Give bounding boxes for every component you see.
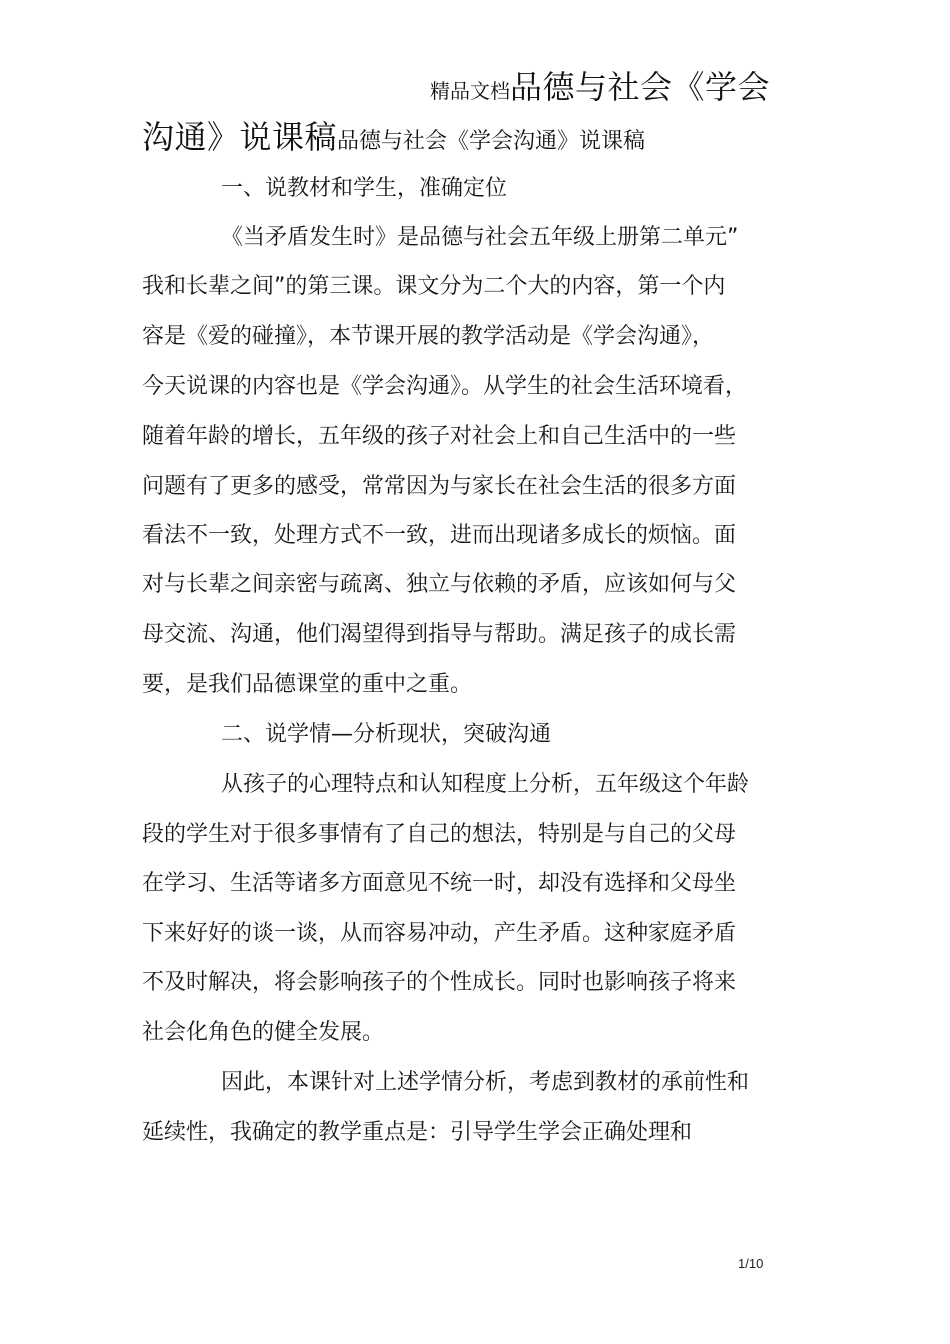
paragraph-1-line: 要，是我们品德课堂的重中之重。 (142, 672, 473, 697)
title-line-1 (430, 62, 770, 108)
section-2-heading: 二、说学情—分析现状，突破沟通 (221, 722, 552, 747)
watermark-label: 精品文档 (430, 79, 510, 103)
title-part-2: 沟通》说课稿 (142, 118, 338, 156)
paragraph-1-line: 随着年龄的增长，五年级的孩子对社会上和自己生活中的一些 (142, 424, 737, 449)
paragraph-1-line: 看法不一致，处理方式不一致，进而出现诸多成长的烦恼。面 (142, 523, 737, 548)
paragraph-3-line: 延续性，我确定的教学重点是：引导学生学会正确处理和 (142, 1120, 693, 1145)
section-1-heading: 一、说教材和学生，准确定位 (221, 176, 508, 201)
paragraph-2-line: 段的学生对于很多事情有了自己的想法，特别是与自己的父母 (142, 822, 737, 847)
paragraph-1-line: 对与长辈之间亲密与疏离、独立与依赖的矛盾，应该如何与父 (142, 572, 737, 597)
page-number: 1/10 (738, 1256, 764, 1271)
paragraph-2-line: 不及时解决，将会影响孩子的个性成长。同时也影响孩子将来 (142, 970, 737, 995)
paragraph-3-line: 因此，本课针对上述学情分析，考虑到教材的承前性和 (221, 1070, 750, 1095)
paragraph-1-line: 今天说课的内容也是《学会沟通》。从学生的社会生活环境看， (142, 374, 748, 399)
paragraph-1-line: 问题有了更多的感受，常常因为与家长在社会生活的很多方面 (142, 474, 737, 499)
title-repeat: 品德与社会《学会沟通》说课稿 (337, 129, 646, 154)
title-line-2 (142, 112, 645, 158)
paragraph-2-line: 下来好好的谈一谈，从而容易冲动，产生矛盾。这种家庭矛盾 (142, 921, 737, 946)
paragraph-2-line: 在学习、生活等诸多方面意见不统一时，却没有选择和父母坐 (142, 871, 737, 896)
paragraph-2-line: 从孩子的心理特点和认知程度上分析，五年级这个年龄 (221, 772, 750, 797)
title-part-1: 品德与社会《学会 (510, 68, 771, 106)
paragraph-1-line: 母交流、沟通，他们渴望得到指导与帮助。满足孩子的成长需 (142, 622, 737, 647)
paragraph-2-line: 社会化角色的健全发展。 (142, 1020, 385, 1045)
paragraph-1-line: 我和长辈之间”的第三课。课文分为二个大的内容，第一个内 (142, 274, 726, 299)
paragraph-1-line: 容是《爱的碰撞》，本节课开展的教学活动是《学会沟通》， (142, 324, 715, 349)
paragraph-1-line: 《当矛盾发生时》是品德与社会五年级上册第二单元” (221, 225, 739, 250)
